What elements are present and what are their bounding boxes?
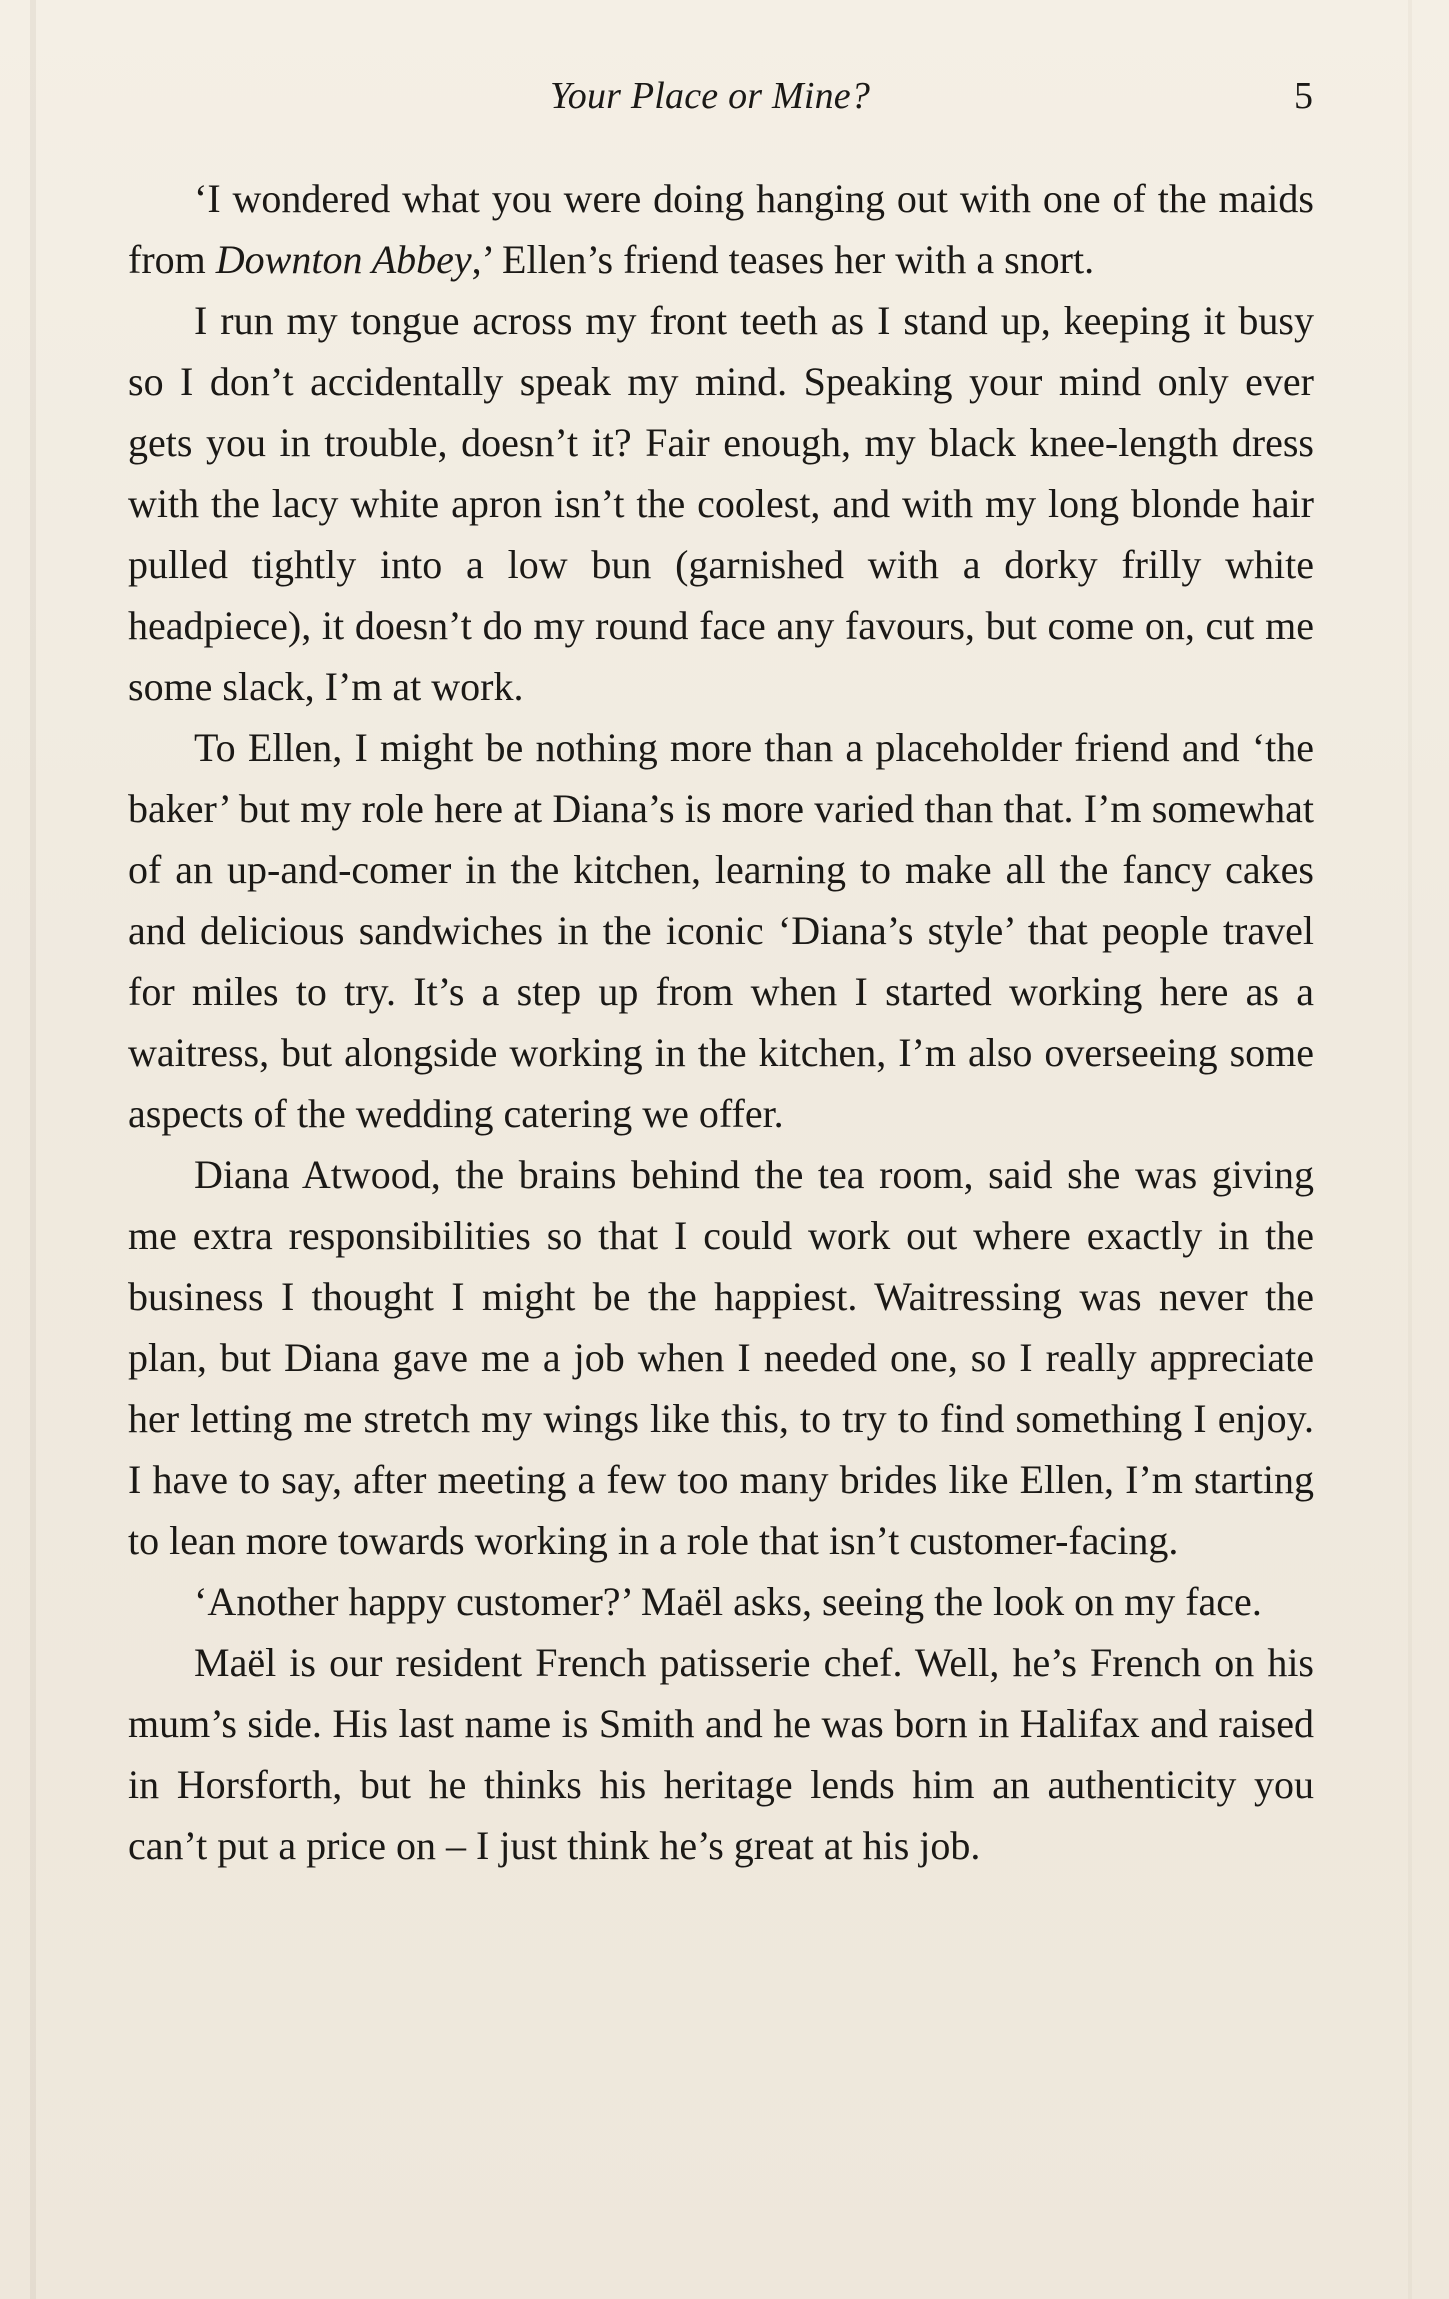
page-number: 5 [1294,75,1313,117]
paragraph: Diana Atwood, the brains behind the tea room, said she was giving me extra responsibilities so that I could work out where exactly in the business I thought I might be the happiest. Waitressing was never the plan, but Diana gave me a job when I needed one, so I really appreciate her letting me stretch my wings like this, to try to find something I enjoy. I have to say, after meeting a few too many brides like Ellen, I’m starting to lean more towards working in a role that isn’t customer-facing. [128,1152,1314,1563]
italic-title: Downton Abbey [215,237,472,282]
paragraph: Maël is our resident French patisserie chef. Well, he’s French on his mum’s side. His last name is Smith and he was born in Halifax and raised in Horsforth, but he thinks his heritage lends him an authenticity you can’t put a price on – I just think he’s great at his job. [128,1640,1314,1868]
paper-smudge [30,0,36,2299]
paragraph: ‘Another happy customer?’ Maël asks, seeing the look on my face. [194,1579,1262,1624]
paragraph [128,168,1314,290]
paragraph-text: ,’ Ellen’s friend teases her with a snort. [471,237,1095,282]
paragraph: To Ellen, I might be nothing more than a placeholder friend and ‘the baker’ but my role here at Diana’s is more varied than that. I’m somewhat of an up-and-comer in the kitchen, learning to make all the fancy cakes and delicious sandwiches in the iconic ‘Diana’s style’ that people travel for miles to try. It’s a step up from when I started working here as a waitress, but alongside working in the kitchen, I’m also overseeing some aspects of the wedding catering we offer. [128,725,1314,1136]
paragraph-text: ‘I wondered what you were doing hanging out with one of the maids from [128,176,1314,282]
paragraph: I run my tongue across my front teeth as I stand up, keeping it busy so I don’t accidentally speak my mind. Speaking your mind only ever gets you in trouble, doesn’t it? Fair enough, my black knee-length dress with the lacy white apron isn’t the coolest, and with my long blonde hair pulled tightly into a low bun (garnished with a dorky frilly white headpiece), it doesn’t do my round face any favours, but come on, cut me some slack, I’m at work. [128,298,1314,709]
running-title: Your Place or Mine? [549,75,871,117]
body-text [128,168,1314,1876]
paper-smudge [1408,0,1412,2299]
running-head [0,68,1449,124]
